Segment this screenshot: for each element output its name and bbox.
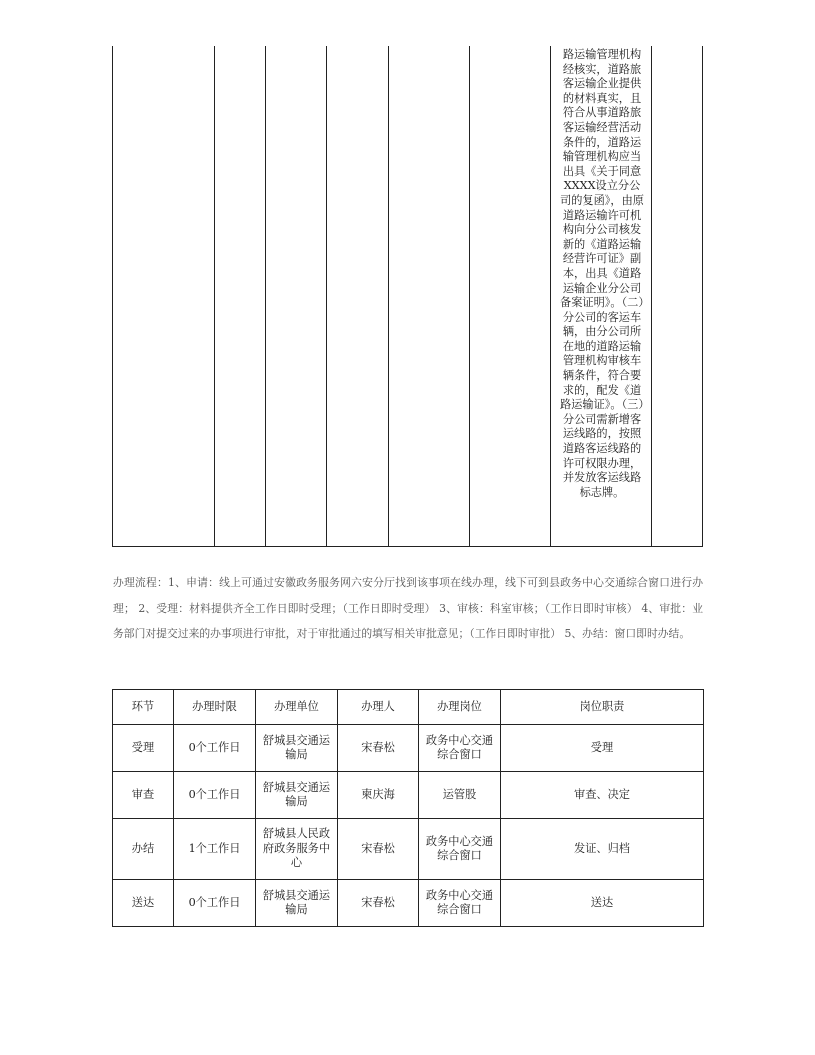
table-cell: 0个工作日 — [174, 725, 256, 772]
table-header-row — [113, 690, 704, 725]
table-cell: 1个工作日 — [174, 819, 256, 880]
table-row — [113, 772, 704, 819]
continued-table — [112, 46, 703, 547]
column-divider — [265, 46, 266, 546]
header-cell: 岗位职责 — [501, 690, 704, 725]
table-cell: 政务中心交通综合窗口 — [419, 725, 501, 772]
table-row — [113, 725, 704, 772]
process-flow-paragraph: 办理流程：1、申请：线上可通过安徽政务服务网六安分厅找到该事项在线办理，线下可到县政务中心交通综合窗口进行办理； 2、受理：材料提供齐全工作日即时受理；（工作日即时受理） 3、审核：科室审核；（工作日即时审核） 4、审批：业务部门对提交过来的办事项进行审批，对于审批通过的填写相关审批意见；（工作日即时审批） 5、办结：窗口即时办结。 — [113, 576, 703, 640]
header-cell: 办理时限 — [174, 690, 256, 725]
header-cell: 办理单位 — [256, 690, 338, 725]
table-cell: 运管股 — [419, 772, 501, 819]
table-cell: 宋春松 — [338, 819, 419, 880]
table-cell: 舒城县交通运输局 — [256, 880, 338, 927]
table-cell: 宋春松 — [338, 725, 419, 772]
table-cell: 柬庆海 — [338, 772, 419, 819]
table-cell: 办结 — [113, 819, 174, 880]
table-cell: 受理 — [113, 725, 174, 772]
table-cell: 送达 — [113, 880, 174, 927]
column-divider — [388, 46, 389, 546]
table-cell: 舒城县交通运输局 — [256, 725, 338, 772]
table-cell: 受理 — [501, 725, 704, 772]
process-table — [112, 689, 704, 927]
table-cell: 审查 — [113, 772, 174, 819]
table-cell: 0个工作日 — [174, 880, 256, 927]
table-cell: 送达 — [501, 880, 704, 927]
table-cell: 政务中心交通综合窗口 — [419, 880, 501, 927]
header-cell: 环节 — [113, 690, 174, 725]
column-divider — [214, 46, 215, 546]
table-cell: 舒城县人民政府政务服务中心 — [256, 819, 338, 880]
column-divider — [326, 46, 327, 546]
table-cell: 发证、归档 — [501, 819, 704, 880]
table-cell: 政务中心交通综合窗口 — [419, 819, 501, 880]
table-cell: 审查、决定 — [501, 772, 704, 819]
table-cell: 宋春松 — [338, 880, 419, 927]
table-row — [113, 880, 704, 927]
header-cell: 办理人 — [338, 690, 419, 725]
column-divider — [651, 46, 652, 546]
continued-cell-text: 路运输管理机构经核实，道路旅客运输企业提供的材料真实，且符合从事道路旅客运输经营活动条件的，道路运输管理机构应当出具《关于同意XXXX设立分公司的复函》，由原道路运输许可机构向分公司核发新的《道路运输经营许可证》副本，出具《道路运输企业分公司备案证明》。（二）分公司的客运车辆，由分公司所在地的道路运输管理机构审核车辆条件，符合要求的，配发《道路运输证》。（三）分公司需新增客运线路的，按照道路客运线路的许可权限办理，并发放客运线路标志牌。 — [560, 48, 644, 499]
table-cell: 0个工作日 — [174, 772, 256, 819]
header-cell: 办理岗位 — [419, 690, 501, 725]
table-row — [113, 819, 704, 880]
column-divider — [469, 46, 470, 546]
column-divider — [550, 46, 551, 546]
table-cell: 舒城县交通运输局 — [256, 772, 338, 819]
